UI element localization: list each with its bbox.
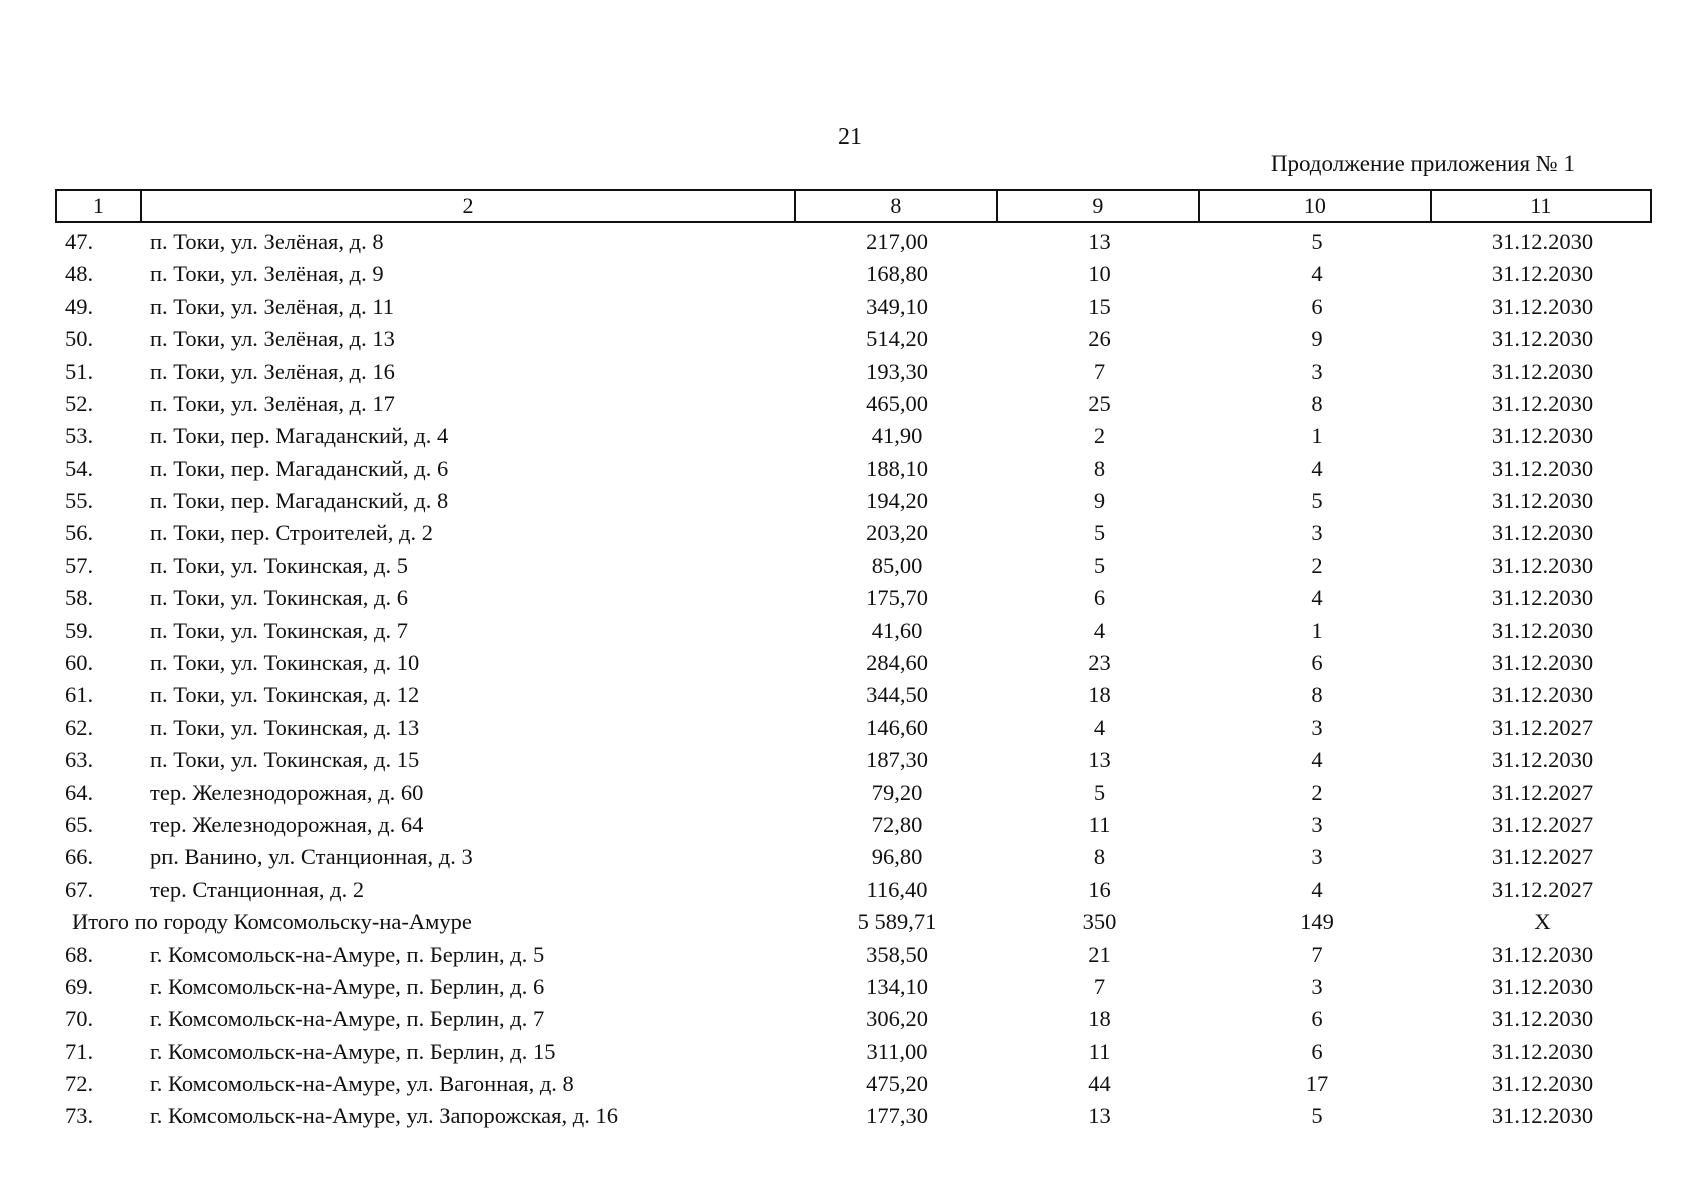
row-number: 72. [65, 1071, 94, 1097]
row-number: 67. [65, 876, 94, 902]
table-row [55, 550, 1652, 582]
row-address: рп. Ванино, ул. Станционная, д. 3 [150, 844, 473, 870]
row-address: п. Токи, ул. Токинская, д. 7 [150, 617, 408, 643]
row-col-10: 4 [1311, 876, 1323, 902]
row-area: 175,70 [866, 585, 928, 611]
row-area: 475,20 [866, 1071, 928, 1097]
row-number: 61. [65, 682, 94, 708]
row-date: X [1534, 909, 1551, 935]
table-row [55, 679, 1652, 711]
row-address: п. Токи, ул. Зелёная, д. 13 [150, 326, 395, 352]
row-col-10: 9 [1311, 326, 1323, 352]
table-row [55, 1003, 1652, 1035]
table-row [55, 420, 1652, 452]
table-row [55, 258, 1652, 290]
row-number: 47. [65, 228, 94, 254]
row-area: 41,90 [871, 423, 923, 449]
row-date: 31.12.2030 [1491, 747, 1594, 773]
row-col-9: 6 [1093, 585, 1106, 611]
row-area: 465,00 [866, 390, 928, 416]
row-col-9: 13 [1088, 747, 1111, 773]
row-area: 72,80 [871, 811, 923, 837]
row-date: 31.12.2030 [1491, 617, 1594, 643]
row-address: п. Токи, пер. Строителей, д. 2 [150, 520, 433, 546]
row-address: п. Токи, ул. Токинская, д. 10 [150, 650, 420, 676]
table-row [55, 777, 1652, 809]
row-area: 311,00 [866, 1038, 928, 1064]
table-row [55, 518, 1652, 550]
row-col-9: 44 [1088, 1071, 1111, 1097]
row-area: 349,10 [866, 293, 928, 319]
table-row [55, 874, 1652, 906]
row-date: 31.12.2027 [1491, 779, 1594, 805]
row-address: г. Комсомольск-на-Амуре, п. Берлин, д. 6 [150, 973, 545, 999]
row-number: 55. [65, 488, 94, 514]
row-address: тер. Железнодорожная, д. 60 [150, 779, 424, 805]
row-area: 194,20 [866, 488, 928, 514]
row-number: 73. [65, 1103, 94, 1129]
row-address: п. Токи, ул. Зелёная, д. 16 [150, 358, 395, 384]
row-col-9: 25 [1088, 390, 1111, 416]
row-date: 31.12.2030 [1491, 941, 1594, 967]
row-date: 31.12.2030 [1491, 228, 1594, 254]
row-number: 58. [65, 585, 94, 611]
row-address: п. Токи, пер. Магаданский, д. 8 [150, 488, 449, 514]
row-date: 31.12.2030 [1491, 1071, 1594, 1097]
total-label: Итого по городу Комсомольску-на-Амуре [72, 909, 472, 935]
row-address: п. Токи, пер. Магаданский, д. 6 [150, 455, 449, 481]
row-area: 284,60 [866, 650, 928, 676]
row-col-9: 7 [1093, 358, 1106, 384]
row-date: 31.12.2030 [1491, 390, 1594, 416]
row-area: 96,80 [871, 844, 923, 870]
row-date: 31.12.2030 [1491, 520, 1594, 546]
row-col-9: 4 [1093, 714, 1106, 740]
table-row [55, 744, 1652, 776]
row-col-10: 3 [1311, 714, 1323, 740]
row-area: 514,20 [866, 326, 928, 352]
row-area: 85,00 [871, 552, 923, 578]
row-address: п. Токи, ул. Зелёная, д. 9 [150, 261, 384, 287]
row-address: тер. Станционная, д. 2 [150, 876, 365, 902]
table-row [55, 453, 1652, 485]
row-col-9: 8 [1093, 844, 1106, 870]
row-col-9: 5 [1093, 779, 1106, 805]
row-col-10: 1 [1311, 423, 1323, 449]
row-address: п. Токи, ул. Токинская, д. 13 [150, 714, 420, 740]
row-col-10: 4 [1311, 261, 1323, 287]
row-area: 306,20 [866, 1006, 928, 1032]
row-col-9: 18 [1088, 682, 1111, 708]
row-col-9: 15 [1088, 293, 1111, 319]
row-date: 31.12.2030 [1491, 326, 1594, 352]
row-col-10: 8 [1311, 390, 1323, 416]
row-date: 31.12.2030 [1491, 293, 1594, 319]
row-area: 217,00 [866, 228, 928, 254]
row-col-9: 13 [1088, 1103, 1111, 1129]
row-col-10: 5 [1311, 1103, 1323, 1129]
row-area: 358,50 [866, 941, 928, 967]
row-col-9: 16 [1088, 876, 1111, 902]
row-col-9: 10 [1088, 261, 1111, 287]
header-col-8: 8 [796, 191, 998, 221]
row-col-10: 3 [1311, 520, 1323, 546]
row-col-10: 4 [1311, 747, 1323, 773]
row-area: 41,60 [871, 617, 923, 643]
table-row [55, 1068, 1652, 1100]
table-row [55, 356, 1652, 388]
row-date: 31.12.2027 [1491, 714, 1594, 740]
header-col-11: 11 [1530, 193, 1552, 218]
header-col-9: 9 [998, 191, 1201, 221]
row-number: 49. [65, 293, 94, 319]
row-address: г. Комсомольск-на-Амуре, ул. Запорожская, д. 16 [150, 1103, 618, 1129]
row-date: 31.12.2030 [1491, 973, 1594, 999]
row-col-9: 4 [1093, 617, 1106, 643]
row-col-10: 2 [1311, 552, 1323, 578]
row-number: 66. [65, 844, 94, 870]
row-address: п. Токи, ул. Зелёная, д. 17 [150, 390, 395, 416]
row-number: 69. [65, 973, 94, 999]
row-col-10: 5 [1311, 228, 1323, 254]
appendix-continuation-title: Продолжение приложения № 1 [1270, 151, 1575, 176]
row-area: 146,60 [866, 714, 928, 740]
table-row [55, 971, 1652, 1003]
row-col-10: 6 [1311, 293, 1323, 319]
row-area: 134,10 [866, 973, 928, 999]
row-date: 31.12.2030 [1491, 358, 1594, 384]
row-address: п. Токи, ул. Токинская, д. 5 [150, 552, 408, 578]
row-area: 116,40 [866, 876, 928, 902]
table-row [55, 582, 1652, 614]
row-area: 193,30 [866, 358, 928, 384]
row-number: 50. [65, 326, 94, 352]
row-address: г. Комсомольск-на-Амуре, п. Берлин, д. 15 [150, 1038, 556, 1064]
row-col-10: 17 [1305, 1071, 1329, 1097]
table-total-row [55, 906, 1652, 938]
table-row [55, 647, 1652, 679]
row-area: 79,20 [871, 779, 923, 805]
row-date: 31.12.2030 [1491, 1038, 1594, 1064]
row-address: п. Токи, ул. Токинская, д. 12 [150, 682, 420, 708]
row-date: 31.12.2030 [1491, 1006, 1594, 1032]
row-date: 31.12.2030 [1491, 682, 1594, 708]
row-col-10: 3 [1311, 358, 1323, 384]
row-date: 31.12.2030 [1491, 423, 1594, 449]
table-row [55, 291, 1652, 323]
row-col-10: 5 [1311, 488, 1323, 514]
row-col-9: 5 [1093, 520, 1106, 546]
row-area: 168,80 [866, 261, 928, 287]
table-row [55, 388, 1652, 420]
row-area: 5 589,71 [857, 909, 937, 935]
table-row [55, 485, 1652, 517]
table-row [55, 1036, 1652, 1068]
row-col-9: 18 [1088, 1006, 1111, 1032]
row-col-9: 9 [1093, 488, 1106, 514]
row-col-9: 350 [1082, 909, 1117, 935]
row-area: 203,20 [866, 520, 928, 546]
row-col-9: 26 [1088, 326, 1111, 352]
table-row [55, 1101, 1652, 1133]
row-address: п. Токи, ул. Зелёная, д. 8 [150, 228, 384, 254]
row-address: г. Комсомольск-на-Амуре, ул. Вагонная, д. 8 [150, 1071, 574, 1097]
row-col-10: 3 [1311, 844, 1323, 870]
row-col-10: 6 [1311, 650, 1323, 676]
row-address: п. Токи, ул. Токинская, д. 6 [150, 585, 408, 611]
row-address: п. Токи, ул. Зелёная, д. 11 [150, 293, 395, 319]
row-col-9: 2 [1093, 423, 1106, 449]
table-body [55, 226, 1652, 1133]
header-col-2: 2 [142, 191, 796, 221]
row-address: г. Комсомольск-на-Амуре, п. Берлин, д. 7 [150, 1006, 545, 1032]
row-date: 31.12.2027 [1491, 844, 1594, 870]
row-col-9: 13 [1088, 228, 1111, 254]
row-area: 177,30 [866, 1103, 928, 1129]
row-number: 70. [65, 1006, 94, 1032]
row-area: 344,50 [866, 682, 928, 708]
table-row [55, 712, 1652, 744]
row-number: 65. [65, 811, 94, 837]
row-col-9: 11 [1088, 811, 1111, 837]
row-col-9: 5 [1093, 552, 1106, 578]
page-number: 21 [838, 124, 862, 150]
row-col-10: 4 [1311, 455, 1323, 481]
row-col-10: 3 [1311, 973, 1323, 999]
row-col-10: 3 [1311, 811, 1323, 837]
row-number: 56. [65, 520, 94, 546]
table-row [55, 323, 1652, 355]
row-col-10: 1 [1311, 617, 1323, 643]
row-area: 188,10 [866, 455, 928, 481]
row-col-10: 6 [1311, 1006, 1323, 1032]
row-address: п. Токи, ул. Токинская, д. 15 [150, 747, 420, 773]
table-row [55, 939, 1652, 971]
row-date: 31.12.2030 [1491, 1103, 1594, 1129]
row-date: 31.12.2030 [1491, 455, 1594, 481]
row-number: 62. [65, 714, 94, 740]
row-number: 59. [65, 617, 94, 643]
row-number: 63. [65, 747, 94, 773]
row-col-9: 8 [1093, 455, 1106, 481]
row-date: 31.12.2027 [1491, 876, 1594, 902]
row-col-9: 7 [1093, 973, 1106, 999]
table-row [55, 809, 1652, 841]
table-header [55, 189, 1652, 223]
row-date: 31.12.2030 [1491, 261, 1594, 287]
row-date: 31.12.2030 [1491, 650, 1594, 676]
row-area: 187,30 [866, 747, 928, 773]
header-col-1: 1 [57, 191, 142, 221]
row-col-10: 2 [1311, 779, 1323, 805]
table-row [55, 615, 1652, 647]
row-col-10: 6 [1311, 1038, 1323, 1064]
row-col-9: 11 [1088, 1038, 1111, 1064]
row-number: 57. [65, 552, 94, 578]
row-number: 68. [65, 941, 94, 967]
row-number: 48. [65, 261, 94, 287]
row-number: 71. [65, 1038, 94, 1064]
row-date: 31.12.2030 [1491, 552, 1594, 578]
row-date: 31.12.2030 [1491, 488, 1594, 514]
row-col-10: 7 [1311, 941, 1323, 967]
row-col-10: 8 [1311, 682, 1323, 708]
data-table [55, 189, 1652, 1133]
row-number: 53. [65, 423, 94, 449]
row-date: 31.12.2027 [1491, 811, 1594, 837]
header-col-10: 10 [1200, 191, 1431, 221]
row-number: 51. [65, 358, 94, 384]
table-row [55, 226, 1652, 258]
row-col-9: 21 [1088, 941, 1111, 967]
row-col-9: 23 [1088, 650, 1111, 676]
row-address: п. Токи, пер. Магаданский, д. 4 [150, 423, 449, 449]
row-date: 31.12.2030 [1491, 585, 1594, 611]
row-address: г. Комсомольск-на-Амуре, п. Берлин, д. 5 [150, 941, 545, 967]
table-row [55, 841, 1652, 873]
row-address: тер. Железнодорожная, д. 64 [150, 811, 424, 837]
row-col-10: 4 [1311, 585, 1323, 611]
row-number: 52. [65, 390, 94, 416]
row-number: 64. [65, 779, 94, 805]
row-number: 54. [65, 455, 94, 481]
row-col-10: 149 [1300, 909, 1334, 935]
row-number: 60. [65, 650, 94, 676]
